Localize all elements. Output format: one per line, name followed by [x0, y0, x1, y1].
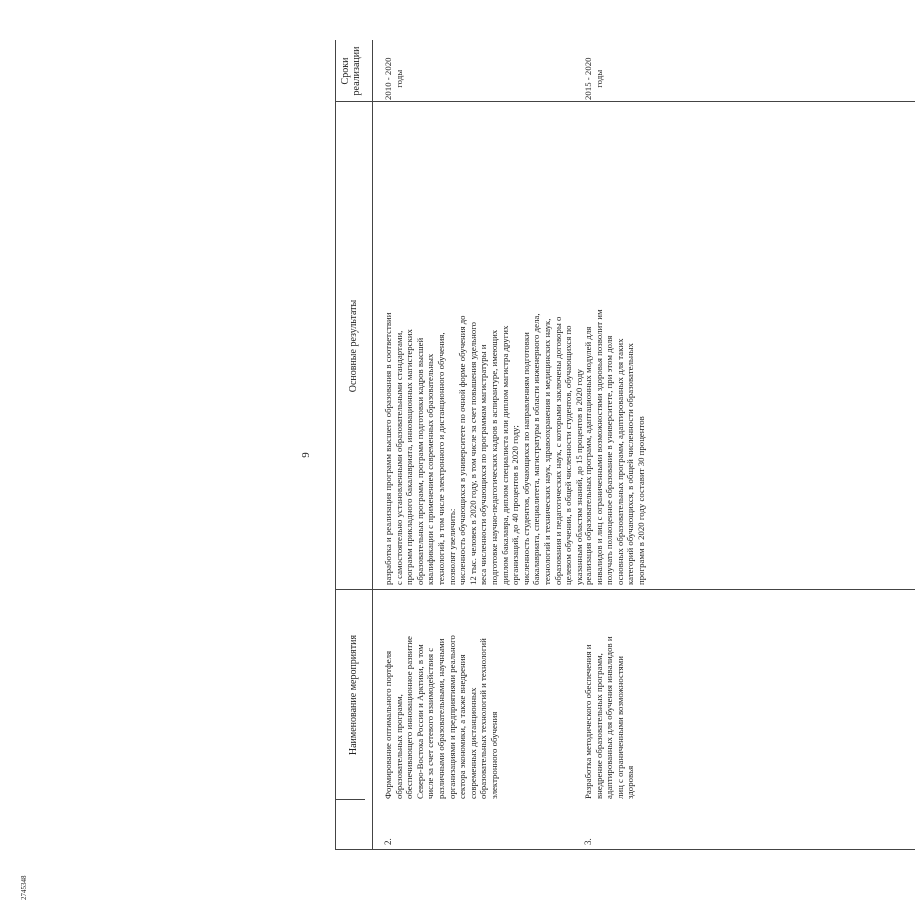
row-name: Разработка методического обеспечения и внедрение образовательных программ, адаптированных для обучения инвалидов и лиц с ограниченными возможностями здоровья — [583, 636, 636, 799]
header-results: Основные результаты — [348, 299, 359, 393]
header-terms: Сроки реализации — [340, 46, 362, 96]
row-results: реализация образовательных программ, адаптационных модулей для инвалидов и лиц с ограниченными возможностями здоровья позволит им получать полноценное образование в университете, при этом доля основных образовательных программ, адаптированных для таких категорий обучающихся, в общей численности образовательных программ в 2020 году составит 30 процентов — [583, 309, 646, 585]
results-col-rule — [335, 101, 915, 102]
row-number: 2. — [383, 838, 393, 845]
page-number: 9 — [300, 452, 312, 458]
row-number: 3. — [583, 838, 593, 845]
row-results: разработка и реализация программ высшего образования в соответствии с самостоятельно установленными образовательными стандартами, программ прикладного бакалавриата, инновационных магистерских образовательных программ, программ подготовки кадров высшей квалификации с применением современных образовательных технологий, в том числе электронного и дистанционного обучения, позволят увеличить: численность обучающихся в университете по очной форме обучения до 12 тыс. человек в 2020 году, в том числе за счет повышения удельного веса численности обучающихся по программам магистратуры и подготовке научно-педагогических кадров в аспирантуре, имеющих диплом бакалавра, диплом специалиста или диплом магистра других организаций, до 40 процентов в 2020 году; численность студентов, обучающихся по направлениям подготовки бакалавриата, специалитета, магистратуры в области инженерного дела, технологий и технических наук, здравоохранения и медицинских наук, образования и педагогических наук, с которыми заключены договоры о целевом обучении, в общей численности студентов, обучающихся по указанным областям знаний, до 15 процентов в 2020 году — [383, 312, 584, 585]
table-left-rule — [335, 849, 915, 850]
footnote-code: 2745348 — [20, 875, 28, 900]
name-col-rule — [335, 589, 915, 590]
table-top-rule — [335, 40, 336, 850]
header-name: Наименование мероприятия — [348, 634, 359, 756]
row-terms: 2010 - 2020 годы — [383, 57, 404, 100]
row-terms: 2015 - 2020 годы — [583, 57, 604, 100]
row-name: Формирование оптимального портфеля образовательных программ, обеспечивающего инновационное развитие Северо-Востока России и Арктики, в том числе за счет сетевого взаимодействия с различными образовательными, научными организациями и предприятиями реального сектора экономики, а также внедрения современных дистанционных образовательных технологий и технологий электронного обучения — [383, 635, 499, 799]
header-bottom-rule — [372, 40, 373, 850]
